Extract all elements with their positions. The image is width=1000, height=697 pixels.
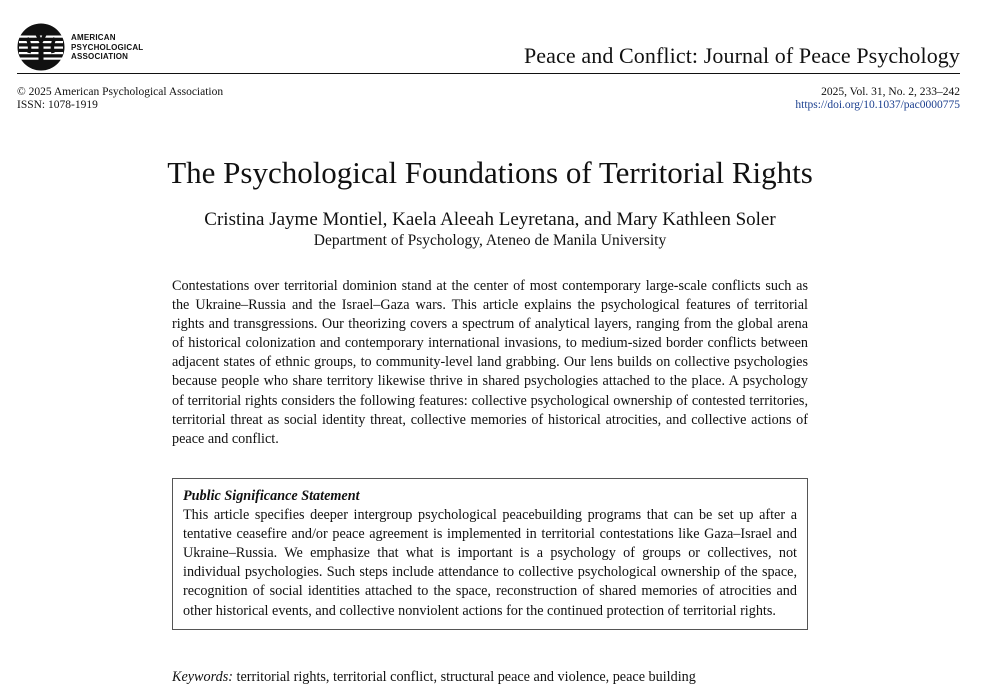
publisher-name-line: ASSOCIATION [71,52,129,61]
doi-link[interactable]: https://doi.org/10.1037/pac0000775 [795,99,960,111]
apa-logo-icon [17,23,65,71]
article-title: The Psychological Foundations of Territorial Rights [167,155,813,190]
author-affiliation: Department of Psychology, Ateneo de Manila University [313,232,667,249]
publisher-name-line: PSYCHOLOGICAL [71,42,144,52]
volume-info: 2025, Vol. 31, No. 2, 233–242 [821,86,960,98]
journal-title: Peace and Conflict: Journal of Peace Psychology [523,43,960,68]
publication-meta-right [795,86,960,112]
issn-line: ISSN: 1078-1919 [17,99,98,111]
copyright-line: © 2025 American Psychological Association [17,86,224,98]
keywords-label: Keywords: [172,669,233,685]
significance-text: This article specifies deeper intergroup psychological peacebuilding programs that can be set up after a tentative ceasefire and/or peace agreement is implemented in territorial contestations like Gaza–Israel and Ukraine–Russia. We emphasize that what is important is a psychology of groups or collectives, not individual psychologies. Such steps include attendance to collective psychological ownership of the space, recognition of social identities attached to the space, reconstruction of shared memories of atrocities and other historical events, and collective nonviolent actions for the continued protection of territorial rights. [183,507,797,619]
public-significance-box [172,478,808,630]
publisher-name [71,33,143,62]
abstract-text: Contestations over territorial dominion stand at the center of most contemporary large-scale conflicts such as the Ukraine–Russia and the Israel–Gaza wars. This article explains the psychological features of territorial rights and transgressions. Our theorizing covers a spectrum of analytical layers, ranging from the global arena of historical colonization and contemporary international invasions, to medium-sized border conflicts between adjacent states of ethnic groups, to community-level land grabbing. Our lens builds on collective psychologies because people who share territory likewise thrive in shared psychologies attached to the place. A psychology of territorial rights considers the following features: collective psychological ownership of contested territories, territorial threat as social identity threat, collective memories of historical atrocities, and collective actions of peace and conflict. [172,278,808,447]
keywords-line [172,668,808,687]
keywords-list: territorial rights, territorial conflict, structural peace and violence, peace building [236,669,696,685]
publisher-name-line: AMERICAN [71,33,116,42]
significance-heading: Public Significance Statement [183,488,360,504]
publication-meta-left [17,86,223,112]
article-authors: Cristina Jayme Montiel, Kaela Aleeah Leyretana, and Mary Kathleen Soler [204,209,776,230]
header-rule [17,73,960,74]
